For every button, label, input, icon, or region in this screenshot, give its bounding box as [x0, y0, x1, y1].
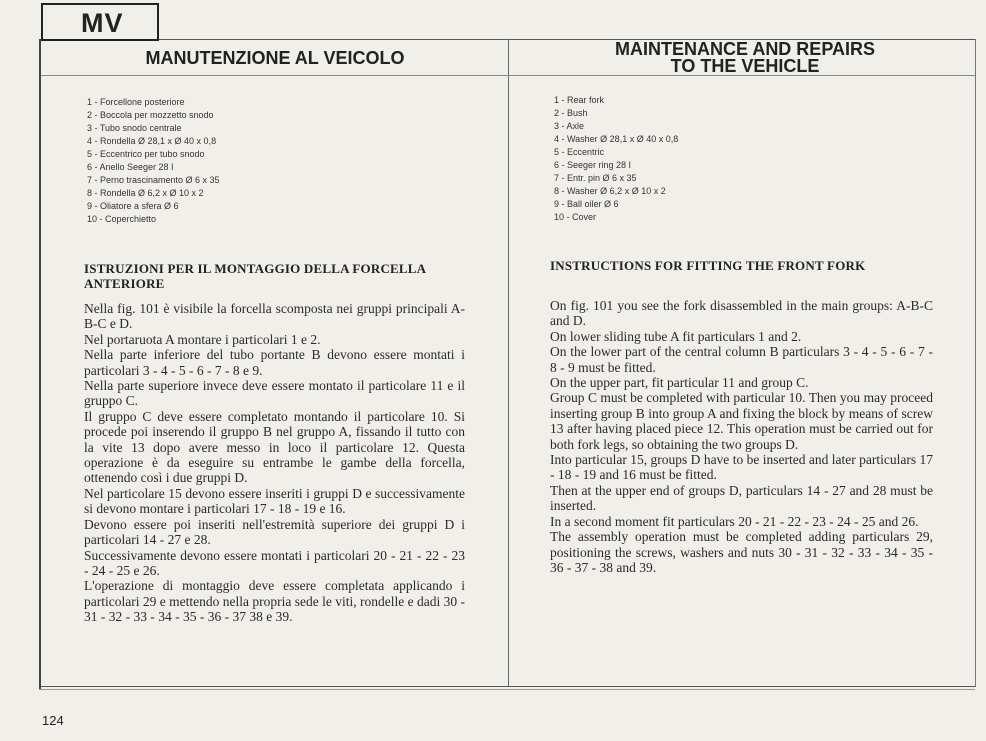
list-item: 10 - Cover [554, 212, 597, 222]
brand-logo-box [41, 3, 159, 41]
english-instructions [550, 298, 933, 575]
italian-instructions [84, 301, 465, 625]
english-parts-list [554, 94, 678, 224]
frame-right-rule [975, 39, 976, 687]
list-item: 1 - Forcellone posteriore [87, 97, 185, 107]
list-item: 2 - Bush [554, 108, 588, 118]
page-number: 124 [42, 713, 64, 728]
paragraph: Il gruppo C deve essere completato montando il particolare 10. Si procede poi inserendo il gruppo B nel gruppo A, fissando il tutto con la vite 13 dopo avere messo in loco il particolare 12. Questa operazione è da eseguire su entrambe le gambe della forcella, ottenendo così i due gruppi D. [84, 408, 465, 486]
list-item: 5 - Eccentrico per tubo snodo [87, 149, 205, 159]
paragraph: On the upper part, fit particular 11 and group C. [550, 375, 809, 391]
paragraph: The assembly operation must be completed adding particulars 29, positioning the screws, washers and nuts 30 - 31 - 32 - 33 - 34 - 35 - 36 - 37 - 38 and 39. [550, 529, 933, 575]
paragraph: On lower sliding tube A fit particulars 1 and 2. [550, 328, 802, 344]
paragraph: Then at the upper end of groups D, particulars 14 - 27 and 28 must be inserted. [550, 482, 933, 514]
english-title-line1: MAINTENANCE AND REPAIRS [614, 39, 875, 59]
brand-logo-text: MV [81, 8, 124, 38]
list-item: 4 - Washer Ø 28,1 x Ø 40 x 0,8 [554, 134, 679, 144]
italian-page-title: MANUTENZIONE AL VEICOLO [145, 48, 405, 68]
bottom-rule [41, 686, 975, 687]
bottom-rule-outer [39, 689, 975, 690]
list-item: 3 - Axle [554, 121, 585, 131]
list-item: 3 - Tubo snodo centrale [87, 123, 182, 133]
list-item: 9 - Ball oiler Ø 6 [554, 199, 619, 209]
paragraph: Group C must be completed with particular 10. Then you may proceed inserting group B into group A and fixing the block by means of screw 13 after having placed piece 12. This operation must be carried out for both fork legs, so obtaining the two groups D. [550, 390, 933, 452]
paragraph: Nel particolare 15 devono essere inseriti i gruppi D e successivamente si devono montare i particolari 17 - 18 - 19 e 16. [84, 485, 465, 517]
list-item: 8 - Rondella Ø 6,2 x Ø 10 x 2 [87, 188, 204, 198]
paragraph: On fig. 101 you see the fork disassembled in the main groups: A-B-C and D. [550, 298, 933, 329]
list-item: 10 - Coperchietto [87, 214, 157, 224]
english-page-title [530, 41, 960, 75]
list-item: 4 - Rondella Ø 28,1 x Ø 40 x 0,8 [87, 136, 217, 146]
header-rule [41, 75, 975, 76]
english-section-title: INSTRUCTIONS FOR FITTING THE FRONT FORK [550, 258, 866, 273]
paragraph: Nel portaruota A montare i particolari 1 e 2. [84, 331, 321, 347]
paragraph: Into particular 15, groups D have to be inserted and later particulars 17 - 18 - 19 and 16 must be fitted. [550, 452, 933, 483]
list-item: 5 - Eccentric [554, 147, 605, 157]
paragraph: Nella parte inferiore del tubo portante B devono essere montati i particolari 3 - 4 - 5 - 6 - 7 - 8 e 9. [84, 347, 465, 378]
paragraph: Nella parte superiore invece deve essere montato il particolare 11 e il gruppo C. [84, 378, 465, 409]
list-item: 2 - Boccola per mozzetto snodo [87, 110, 214, 120]
paragraph: L'operazione di montaggio deve essere completata applicando i particolari 29 e mettendo nella propria sede le viti, rondelle e dadi 30 - 31 - 32 - 33 - 34 - 35 - 36 - 37 38 e 39. [84, 578, 465, 625]
paragraph: Nella fig. 101 è visibile la forcella scomposta nei gruppi principali A-B-C e D. [84, 301, 465, 332]
list-item: 8 - Washer Ø 6,2 x Ø 10 x 2 [554, 186, 666, 196]
paragraph: In a second moment fit particulars 20 - 21 - 22 - 23 - 24 - 25 and 26. [550, 513, 919, 529]
list-item: 6 - Seeger ring 28 I [554, 160, 632, 170]
list-item: 6 - Anello Seeger 28 I [87, 162, 174, 172]
frame-left-rule [39, 39, 41, 690]
list-item: 9 - Oliatore a sfera Ø 6 [87, 201, 179, 211]
english-title-line2: TO THE VEHICLE [670, 56, 820, 76]
italian-section-title: ISTRUZIONI PER IL MONTAGGIO DELLA FORCELLA ANTERIORE [84, 261, 426, 291]
paragraph: On the lower part of the central column B particulars 3 - 4 - 5 - 6 - 7 - 8 - 9 must be fitted. [550, 344, 933, 375]
italian-parts-list [87, 96, 220, 226]
paragraph: Devono essere poi inseriti nell'estremità superiore dei gruppi D i particolari 14 - 27 e 28. [84, 516, 465, 548]
column-divider [508, 39, 509, 687]
list-item: 7 - Entr. pin Ø 6 x 35 [554, 173, 637, 183]
list-item: 7 - Perno trascinamento Ø 6 x 35 [87, 175, 220, 185]
paragraph: Successivamente devono essere montati i particolari 20 - 21 - 22 - 23 - 24 - 25 e 26. [84, 547, 465, 578]
list-item: 1 - Rear fork [554, 95, 605, 105]
